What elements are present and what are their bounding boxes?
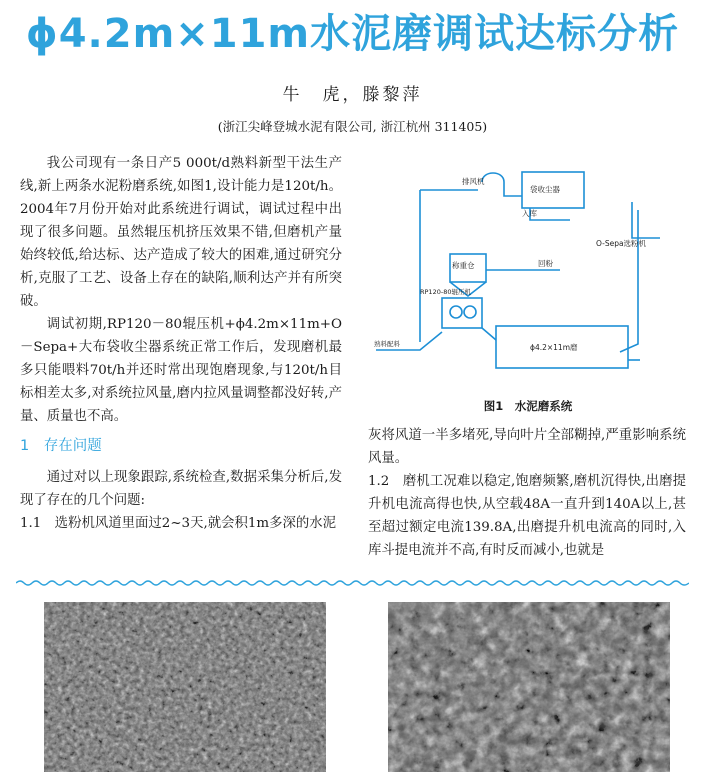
- section-heading-problems: 1 存在问题: [20, 438, 102, 454]
- label-bag-filter: 袋收尘器: [530, 185, 560, 194]
- system-diagram: [370, 162, 686, 394]
- label-roller-press: RP120-80辊压机: [420, 288, 471, 296]
- item-1-2: 1.2 磨机工况难以稳定,饱磨频繁,磨机沉得快,出磨提升机电流高得也快,从空载48A一直升到140A以上,甚至超过额定电流139.8A,出磨提升机电流高的同时,入库斗提电流并不高,有时反而减小,也就是: [368, 474, 686, 558]
- label-fan: 排风机: [462, 177, 485, 186]
- roller-left: [450, 306, 462, 318]
- sem-photo-right-svg: [388, 602, 670, 772]
- left-column: [20, 152, 342, 535]
- affiliation: (浙江尖峰登城水泥有限公司, 浙江杭州 311405): [217, 119, 488, 134]
- paragraph-analysis: 通过对以上现象跟踪,系统检查,数据采集分析后,发现了存在的几个问题:: [20, 470, 342, 508]
- duct-fan: [482, 173, 522, 196]
- label-clinker: 熟料配料: [374, 340, 400, 348]
- item-1-1-continued: 灰将风道一半多堵死,导向叶片全部糊掉,严重影响系统风量。: [368, 428, 686, 466]
- paragraph-initial-debug: 调试初期,RP120－80辊压机+ϕ4.2m×11m+O－Sepa+大布袋收尘器系统正常工作后，发现磨机最多只能喂料70t/h并还时常出现饱磨现象,与120t/h目标相差太多,对系统拉风量,磨内拉风量调整都没好转,产量、质量也不高。: [20, 317, 342, 424]
- label-to-silo: 入库: [522, 209, 537, 218]
- label-return: 回粉: [538, 259, 553, 268]
- roller-right: [464, 306, 476, 318]
- system-diagram-svg: [370, 162, 686, 394]
- paragraph-intro: 我公司现有一条日产5 000t/d熟料新型干法生产线,新上两条水泥粉磨系统,如图1,设计能力是120t/h。2004年7月份开始对此系统进行调试，调试过程中出现了很多问题。虽然辊压机挤压效果不错,但磨机产量始终较低,给达标、达产造成了较大的困难,通过研究分析,克服了工艺、设备上存在的缺陷,顺利达产并有所突破。: [20, 156, 342, 309]
- right-riser: [620, 210, 638, 352]
- sem-photo-left: [44, 602, 326, 772]
- label-bin: 称重仓: [452, 261, 475, 270]
- authors: 牛 虎，滕黎萍: [282, 85, 423, 105]
- figure-caption: 图1 水泥磨系统: [483, 399, 573, 413]
- label-osepa: O-Sepa选粉机: [596, 239, 647, 248]
- section-divider: [16, 578, 689, 588]
- right-column: [368, 424, 686, 562]
- item-1-1-start: 1.1 选粉机风道里面过2~3天,就会积1m多深的水泥: [20, 516, 337, 531]
- label-mill: ϕ4.2×11m磨: [530, 343, 578, 352]
- sem-photo-right: [388, 602, 670, 772]
- paper-title: ϕ4.2m×11m水泥磨调试达标分析: [25, 11, 680, 57]
- sem-photo-left-svg: [44, 602, 326, 772]
- osepa-outline: [632, 202, 660, 238]
- mill-feed: [482, 328, 496, 340]
